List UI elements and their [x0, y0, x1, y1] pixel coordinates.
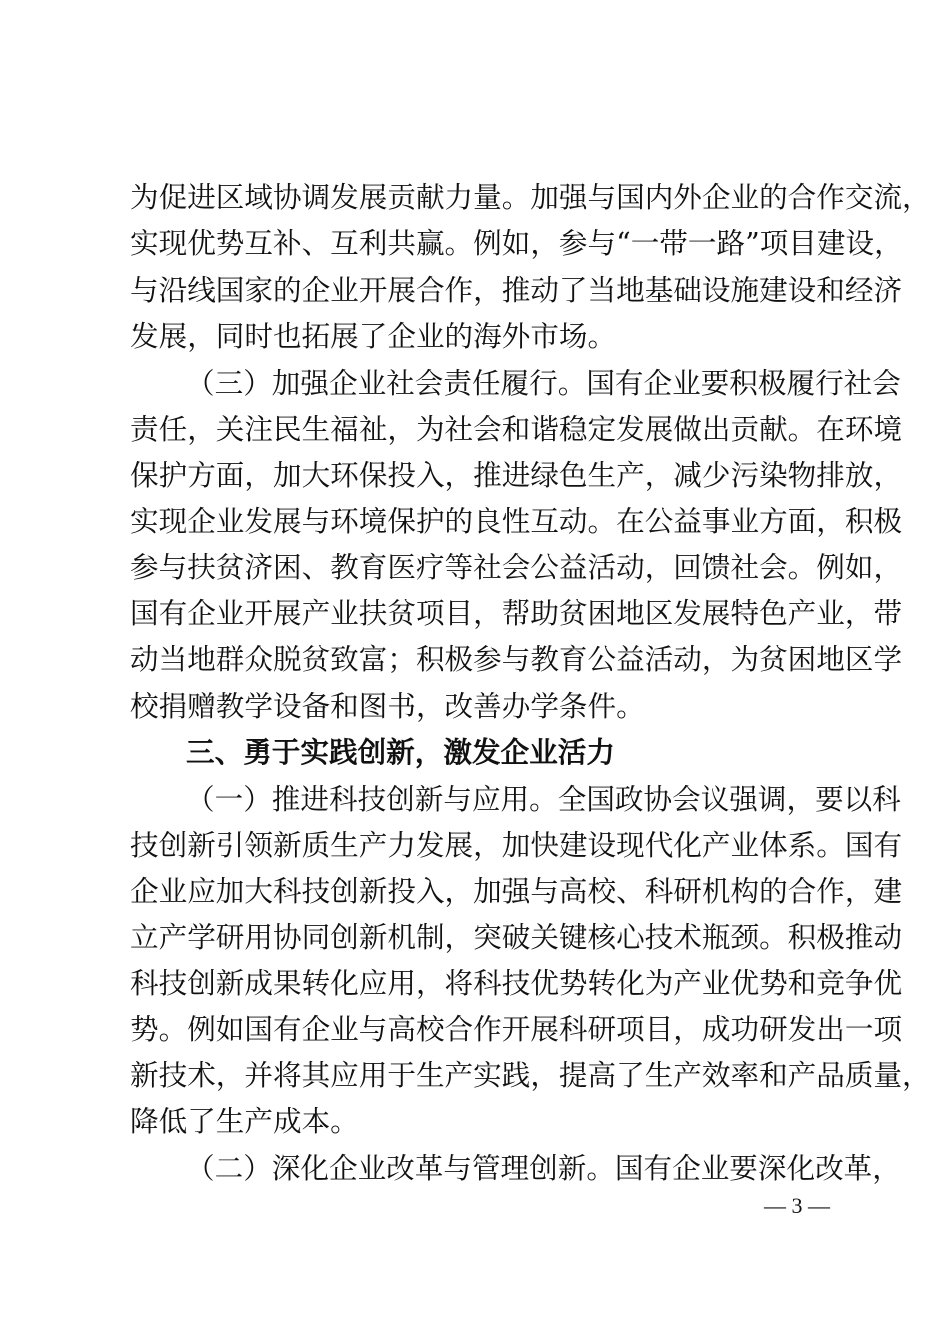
body-line: 技创新引领新质生产力发展，加快建设现代化产业体系。国有: [130, 828, 903, 862]
body-line: 立产学研用协同创新机制，突破关键核心技术瓶颈。积极推动: [130, 920, 903, 954]
paragraph-opening-line: （三）加强企业社会责任履行。国有企业要积极履行社会: [186, 366, 901, 400]
section-heading: 三、勇于实践创新，激发企业活力: [186, 735, 615, 769]
paragraph-opening-line: （二）深化企业改革与管理创新。国有企业要深化改革，: [186, 1151, 901, 1185]
body-line: 动当地群众脱贫致富；积极参与教育公益活动，为贫困地区学: [130, 642, 903, 676]
body-line: 实现企业发展与环境保护的良性互动。在公益事业方面，积极: [130, 504, 903, 538]
body-line: 降低了生产成本。: [130, 1104, 359, 1138]
body-line: 企业应加大科技创新投入，加强与高校、科研机构的合作，建: [130, 874, 903, 908]
body-line: 保护方面，加大环保投入，推进绿色生产，减少污染物排放，: [130, 458, 903, 492]
paragraph-opening-line: （一）推进科技创新与应用。全国政协会议强调，要以科: [186, 782, 901, 816]
body-line: 实现优势互补、互利共赢。例如，参与“一带一路”项目建设，: [130, 226, 903, 260]
body-line: 新技术，并将其应用于生产实践，提高了生产效率和产品质量，: [130, 1058, 931, 1092]
body-line: 校捐赠教学设备和图书，改善办学条件。: [130, 689, 645, 723]
page-number: — 3 —: [764, 1193, 830, 1218]
body-line: 国有企业开展产业扶贫项目，帮助贫困地区发展特色产业，带: [130, 596, 903, 630]
body-line: 科技创新成果转化应用，将科技优势转化为产业优势和竞争优: [130, 966, 903, 1000]
body-line: 与沿线国家的企业开展合作，推动了当地基础设施建设和经济: [130, 273, 903, 307]
body-line: 势。例如国有企业与高校合作开展科研项目，成功研发出一项: [130, 1012, 903, 1046]
body-line: 责任，关注民生福祉，为社会和谐稳定发展做出贡献。在环境: [130, 412, 903, 446]
body-line: 参与扶贫济困、教育医疗等社会公益活动，回馈社会。例如，: [130, 550, 903, 584]
body-line: 发展，同时也拓展了企业的海外市场。: [130, 319, 617, 353]
body-line: 为促进区域协调发展贡献力量。加强与国内外企业的合作交流，: [130, 180, 931, 214]
